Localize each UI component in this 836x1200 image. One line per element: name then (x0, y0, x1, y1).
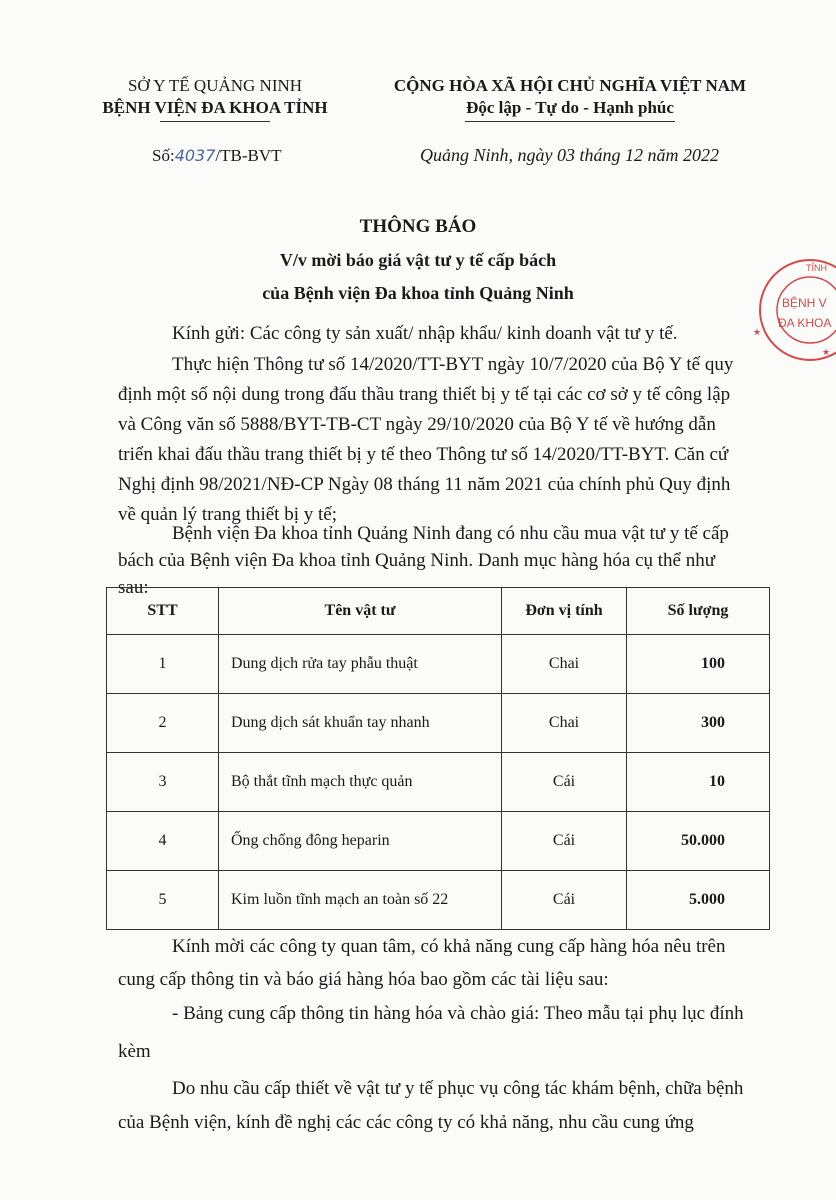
notice-subject-hospital: của Bệnh viện Đa khoa tỉnh Quảng Ninh (262, 283, 574, 303)
table-header-row (107, 588, 770, 635)
stamp-line2: ĐA KHOA (778, 316, 832, 330)
motto-underline (465, 121, 675, 122)
para1-line: định một số nội dung trong đấu thầu trang thiết bị y tế tại các cơ sở y tế công lập (118, 384, 731, 405)
para1-line: Thực hiện Thông tư số 14/2020/TT-BYT ngày 10/7/2020 của Bộ Y tế quy (172, 354, 734, 375)
cell-quantity: 5.000 (627, 871, 770, 930)
cell-item-name: Dung dịch rửa tay phẫu thuật (219, 635, 502, 694)
hospital-stamp (748, 255, 836, 365)
col-header-stt: STT (107, 588, 219, 635)
cell-stt: 1 (107, 635, 219, 694)
paragraph-request (118, 1072, 744, 1140)
table-row (107, 694, 770, 753)
para2-line: Bệnh viện Đa khoa tỉnh Quảng Ninh đang có nhu cầu mua vật tư y tế cấp (172, 523, 729, 544)
bullet-line: - Bảng cung cấp thông tin hàng hóa và chào giá: Theo mẫu tại phụ lục đính (172, 1003, 744, 1024)
cell-item-name: Ống chống đông heparin (219, 812, 502, 871)
svg-text:★: ★ (822, 347, 831, 357)
cell-item-name: Dung dịch sát khuẩn tay nhanh (219, 694, 502, 753)
cell-unit: Cái (502, 812, 627, 871)
national-motto: Độc lập - Tự do - Hạnh phúc (466, 98, 674, 117)
para2-line: sau: (118, 577, 149, 598)
para1-line: triển khai đấu thầu trang thiết bị y tế theo Thông tư số 14/2020/TT-BYT. Căn cứ (118, 444, 729, 465)
item-table (106, 587, 770, 930)
para3-line: Kính mời các công ty quan tâm, có khả năng cung cấp hàng hóa nêu trên (172, 936, 726, 957)
cell-quantity: 300 (627, 694, 770, 753)
cell-quantity: 50.000 (627, 812, 770, 871)
cell-unit: Cái (502, 753, 627, 812)
para1-line: về quản lý trang thiết bị y tế; (118, 504, 337, 525)
col-header-name: Tên vật tư (219, 588, 502, 635)
stamp-top-text: TỈNH (806, 263, 827, 273)
bullet-documents (118, 995, 744, 1071)
cell-unit: Chai (502, 635, 627, 694)
para3-line: cung cấp thông tin và báo giá hàng hóa bao gồm các tài liệu sau: (118, 969, 609, 990)
bullet-line: kèm (118, 1041, 151, 1062)
number-handwritten: 4037 (174, 146, 216, 165)
cell-stt: 5 (107, 871, 219, 930)
table-row (107, 753, 770, 812)
document-number (152, 146, 282, 166)
cell-stt: 2 (107, 694, 219, 753)
number-prefix: Số: (152, 146, 175, 165)
para1-line: và Công văn số 5888/BYT-TB-CT ngày 29/10/2020 của Bộ Y tế về hướng dẫn (118, 414, 716, 435)
para1-line: Nghị định 98/2021/NĐ-CP Ngày 08 tháng 11 năm 2021 của chính phủ Quy định (118, 474, 731, 495)
hospital-underline (160, 121, 270, 122)
col-header-quantity: Số lượng (627, 588, 770, 635)
number-suffix: /TB-BVT (215, 146, 282, 165)
para4-line: của Bệnh viện, kính đề nghị các các công ty có khả năng, nhu cầu cung ứng (118, 1112, 694, 1133)
table-row (107, 812, 770, 871)
cell-unit: Chai (502, 694, 627, 753)
cell-stt: 3 (107, 753, 219, 812)
cell-quantity: 100 (627, 635, 770, 694)
svg-text:★: ★ (753, 327, 762, 337)
salutation: Kính gửi: Các công ty sản xuất/ nhập khẩu/ kinh doanh vật tư y tế. (172, 323, 678, 344)
date-line: Quảng Ninh, ngày 03 tháng 12 năm 2022 (420, 145, 719, 165)
cell-stt: 4 (107, 812, 219, 871)
notice-subject: V/v mời báo giá vật tư y tế cấp bách (279, 250, 557, 270)
stamp-line1: BỆNH V (782, 296, 827, 310)
para4-line: Do nhu cầu cấp thiết về vật tư y tế phục vụ công tác khám bệnh, chữa bệnh (172, 1078, 744, 1099)
cell-item-name: Kim luồn tĩnh mạch an toàn số 22 (219, 871, 502, 930)
para2-line: bách của Bệnh viện Đa khoa tỉnh Quảng Ninh. Danh mục hàng hóa cụ thể như (118, 550, 716, 571)
cell-unit: Cái (502, 871, 627, 930)
cell-quantity: 10 (627, 753, 770, 812)
paragraph-legal-basis (118, 350, 734, 530)
notice-title: THÔNG BÁO (359, 216, 477, 237)
table-row (107, 635, 770, 694)
republic-title: CỘNG HÒA XÃ HỘI CHỦ NGHĨA VIỆT NAM (393, 76, 747, 95)
hospital-name: BỆNH VIỆN ĐA KHOA TỈNH (102, 98, 328, 117)
table-row (107, 871, 770, 930)
paragraph-invitation (118, 930, 738, 996)
agency-name: SỞ Y TẾ QUẢNG NINH (127, 76, 303, 95)
cell-item-name: Bộ thắt tĩnh mạch thực quản (219, 753, 502, 812)
col-header-unit: Đơn vị tính (502, 588, 627, 635)
